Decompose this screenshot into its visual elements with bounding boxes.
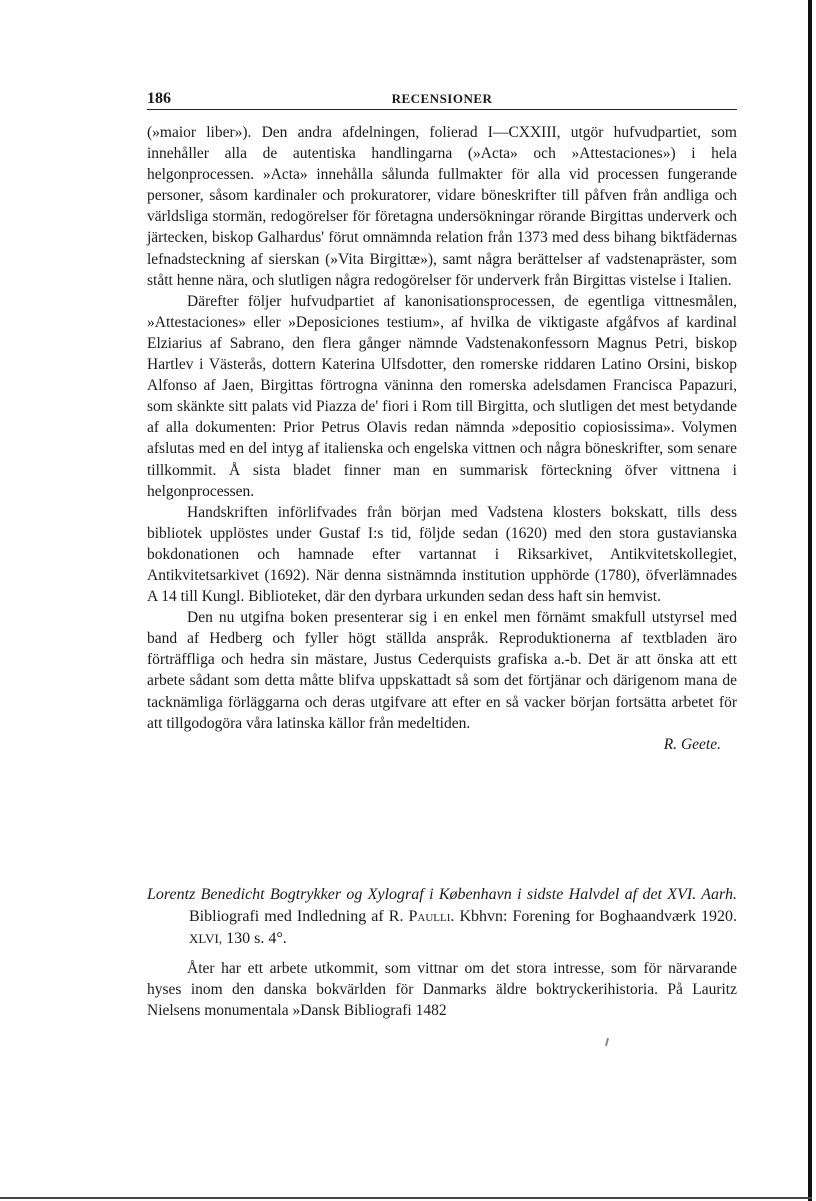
scan-edge-right	[808, 0, 812, 1201]
book-citation	[147, 884, 737, 950]
citation-place: Kbhvn: Forening for Boghaandværk 1920.	[459, 908, 738, 925]
scan-speck	[605, 1038, 609, 1046]
running-head: RECENSIONER	[391, 91, 493, 106]
page-number: 186	[147, 90, 171, 107]
paragraph: (»maior liber»). Den andra afdelningen, folierad I—CXXIII, utgör hufvudpartiet, som innehåller alla de autentiska handlingarna (»Acta» och »Attestaciones») i hela helgonprocessen. »Acta» innehålla sålunda fullmakter för alla vid processen fungerande personer, såsom kardinaler och prokuratorer, vidare böneskrifter till påfven från andliga och världsliga stormän, redogörelser för företagna undersökningar rörande Birgittas underverk och järtecken, biskop Galhardus' förut omnämnda relation från 1373 med dess bihang biktfädernas lefnadsteckning af sierskan (»Vita Birgittæ»), samt några berättelser af vadstenapräster, som stått henne nära, och slutligen några redogörelser för underverk från Birgittas vistelse i Italien.	[147, 124, 737, 289]
paragraph: Den nu utgifna boken presenterar sig i en enkel men förnämt smakfull utstyrsel med band af Hedberg och fyller högt ställda anspråk. Reproduktionerna af textbladen äro förträffliga och hedra sin mästare, Justus Cederquists grafiska a.-b. Det är att önska att ett arbete sådant som detta måtte blifva uppskattadt så som det förtjänar och därigenom mana de tacknämliga förläggarna och deras utgifvare att efter en så vacker början fortsätta arbetet för att tillgodogöra våra latinska källor från medeltiden.	[147, 609, 737, 732]
paragraph: Därefter följer hufvudpartiet af kanonisationsprocessen, de egentliga vittnesmålen, »Attestaciones» eller »Deposiciones testium», af hvilka de viktigaste afgåfvos af kardinal Elziarius af Sabrano, den flera gånger nämnde Vadstenakonfessorn Magnus Petri, biskop Hartlev i Västerås, dottern Katerina Ulfsdotter, den romerske riddaren Latino Orsini, biskop Alfonso af Jaen, Birgittas förtrogna väninna den romerska adelsdamen Francisca Papazuri, som skänkte sitt palats vid Piazza de' fiori i Rom till Birgitta, och slutligen det mest betydande af alla dokumenten: Prior Petrus Olavis redan nämnda »depositio copiosissima». Volymen afslutas med en del intyg af italienska och engelska vittnen och några böneskrifter, som senare tillkommit. Å sista bladet finner man en summarisk förteckning öfver vittnena i helgonprocessen.	[147, 292, 737, 500]
citation-title: Lorentz Benedicht Bogtrykker og Xylograf i København i sidste Halvdel af det XVI. Aarh.	[147, 886, 737, 903]
citation-pages: XLVI,	[189, 931, 223, 946]
page-header	[147, 89, 737, 110]
paragraph: Åter har ett arbete utkommit, som vittnar om det stora intresse, som för närvarande hyses inom den danska bokvärlden för Danmarks äldre boktryckerihistoria. På Lauritz Nielsens monumentala »Dansk Bibliografi 1482	[147, 960, 737, 1020]
paragraph: Handskriften införlifvades från början med Vadstena klosters bokskatt, tills dess bibliotek upplöstes under Gustaf I:s tid, följde sedan (1620) med den stora gustavianska bokdonationen och hamnade efter vartannat i Riksarkivet, Antikvitetskollegiet, Antikvitetsarkivet (1692). När denna sistnämnda institution upphörde (1780), öfverlämnades A 14 till Kungl. Biblioteket, där den dyrbara urkunden sedan dess haft sin hemvist.	[147, 503, 737, 606]
scan-edge-bottom	[0, 1197, 812, 1199]
citation-extent: 130 s. 4°.	[226, 930, 287, 947]
citation-author: R. Paulli.	[388, 908, 455, 925]
citation-description: Bibliografi med Indledning af	[189, 908, 384, 925]
review-paulli	[147, 958, 737, 1021]
review-geete	[147, 122, 737, 755]
reviewer-signature: R. Geete.	[663, 735, 721, 753]
